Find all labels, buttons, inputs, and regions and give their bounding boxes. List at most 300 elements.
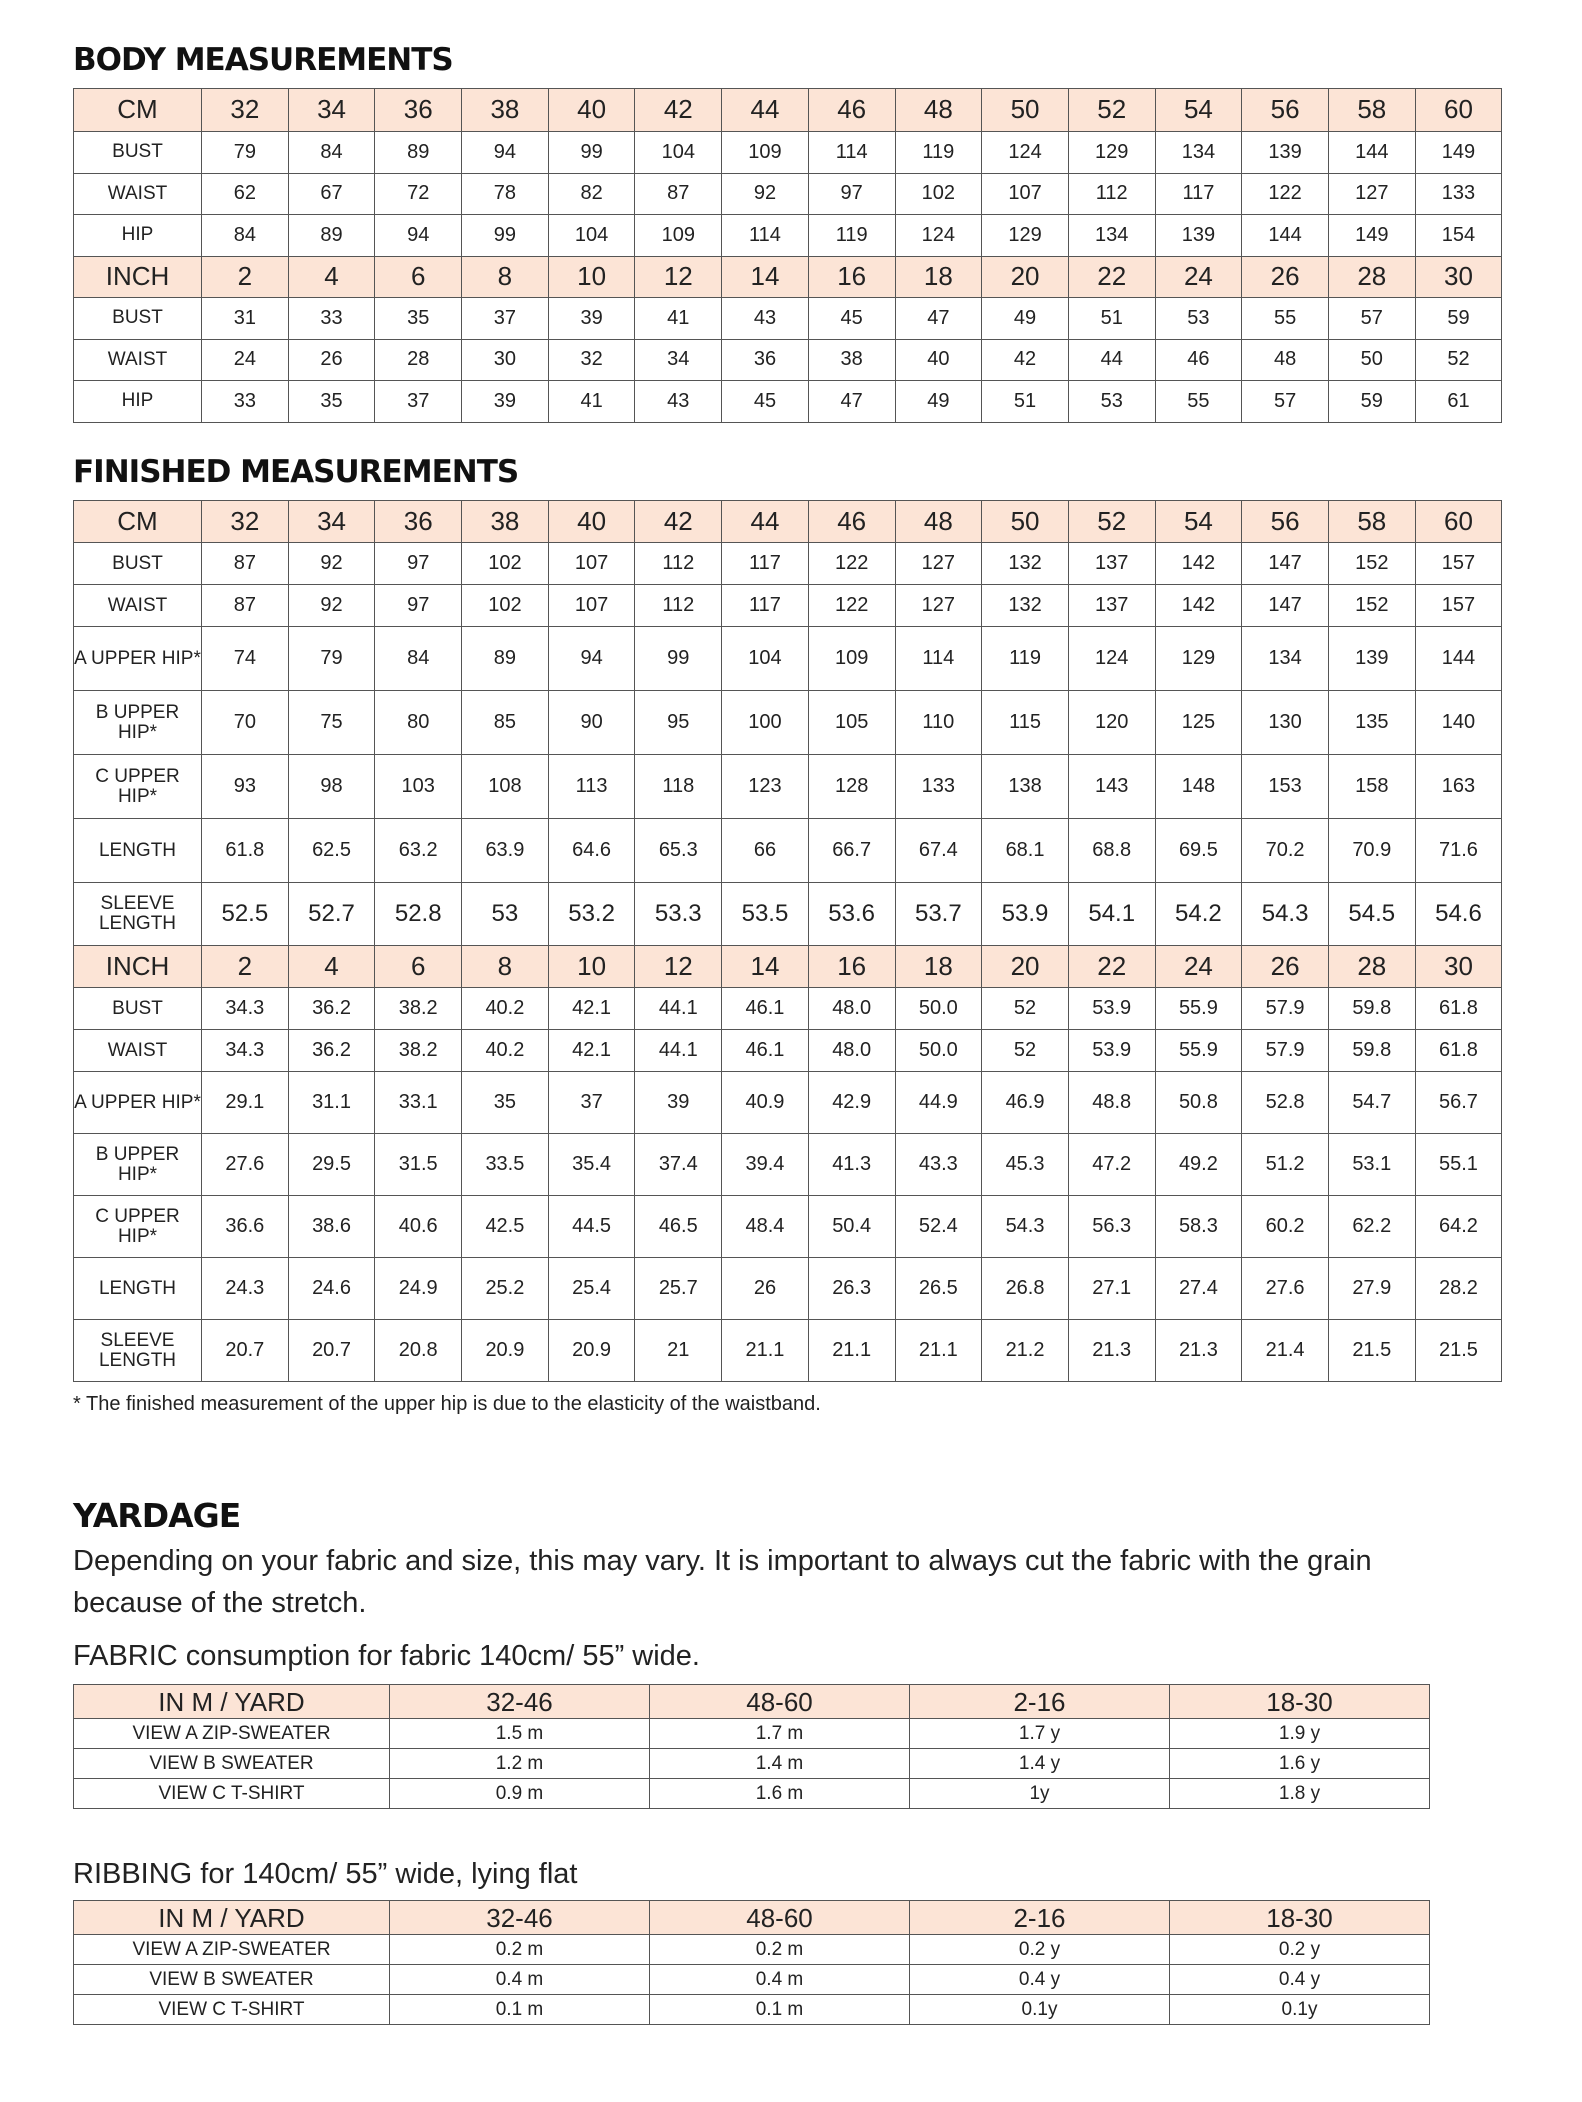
amount-cell: 1.4 m <box>650 1749 910 1779</box>
value-cell: 35 <box>288 381 375 423</box>
value-cell: 53 <box>1068 381 1155 423</box>
amount-cell: 0.2 y <box>1170 1935 1430 1965</box>
measurement-row <box>74 755 1502 819</box>
value-cell: 82 <box>548 173 635 215</box>
value-cell: 55.1 <box>1415 1134 1502 1196</box>
value-cell: 114 <box>722 215 809 257</box>
size-cell: 32 <box>202 501 289 543</box>
value-cell: 137 <box>1068 585 1155 627</box>
value-cell: 129 <box>1155 627 1242 691</box>
value-cell: 147 <box>1242 543 1329 585</box>
value-cell: 39.4 <box>722 1134 809 1196</box>
value-cell: 21.3 <box>1068 1320 1155 1382</box>
value-cell: 54.3 <box>1242 883 1329 946</box>
fabric-consumption-title: FABRIC consumption for fabric 140cm/ 55” wide. <box>73 1640 700 1672</box>
size-cell: 4 <box>288 256 375 298</box>
value-cell: 124 <box>1068 627 1155 691</box>
size-cell: 52 <box>1068 89 1155 132</box>
value-cell: 52 <box>982 988 1069 1030</box>
value-cell: 20.9 <box>548 1320 635 1382</box>
row-label: B UPPER HIP* <box>74 691 202 755</box>
size-cell: 8 <box>462 256 549 298</box>
amount-cell: 0.2 m <box>650 1935 910 1965</box>
value-cell: 122 <box>1242 173 1329 215</box>
size-header-row <box>74 501 1502 543</box>
size-cell: 12 <box>635 256 722 298</box>
size-cell: 46 <box>808 89 895 132</box>
value-cell: 40.9 <box>722 1072 809 1134</box>
amount-cell: 0.1 m <box>390 1995 650 2025</box>
value-cell: 53.5 <box>722 883 809 946</box>
value-cell: 49 <box>982 298 1069 340</box>
value-cell: 26.5 <box>895 1258 982 1320</box>
value-cell: 97 <box>808 173 895 215</box>
value-cell: 114 <box>895 627 982 691</box>
amount-cell: 0.2 m <box>390 1935 650 1965</box>
size-cell: 30 <box>1415 256 1502 298</box>
value-cell: 26.3 <box>808 1258 895 1320</box>
value-cell: 44.9 <box>895 1072 982 1134</box>
row-label: BUST <box>74 988 202 1030</box>
amount-cell: 1.2 m <box>390 1749 650 1779</box>
value-cell: 42.9 <box>808 1072 895 1134</box>
value-cell: 87 <box>635 173 722 215</box>
value-cell: 21.5 <box>1415 1320 1502 1382</box>
value-cell: 108 <box>462 755 549 819</box>
value-cell: 52.4 <box>895 1196 982 1258</box>
unit-label: INCH <box>74 946 202 988</box>
value-cell: 60.2 <box>1242 1196 1329 1258</box>
value-cell: 85 <box>462 691 549 755</box>
row-label: SLEEVE LENGTH <box>74 883 202 946</box>
value-cell: 25.2 <box>462 1258 549 1320</box>
value-cell: 46.1 <box>722 988 809 1030</box>
value-cell: 34 <box>635 339 722 381</box>
value-cell: 102 <box>462 585 549 627</box>
value-cell: 21.1 <box>808 1320 895 1382</box>
size-cell: 2 <box>202 946 289 988</box>
amount-cell: 0.2 y <box>910 1935 1170 1965</box>
value-cell: 26 <box>722 1258 809 1320</box>
value-cell: 59.8 <box>1328 1030 1415 1072</box>
value-cell: 28 <box>375 339 462 381</box>
size-header-row <box>74 946 1502 988</box>
upper-hip-footnote: * The finished measurement of the upper hip is due to the elasticity of the waistband. <box>73 1393 821 1415</box>
yardage-header-row <box>74 1901 1430 1935</box>
measurement-row <box>74 173 1502 215</box>
row-label: WAIST <box>74 1030 202 1072</box>
value-cell: 79 <box>202 132 289 174</box>
value-cell: 59 <box>1328 381 1415 423</box>
value-cell: 70.2 <box>1242 819 1329 883</box>
value-cell: 78 <box>462 173 549 215</box>
value-cell: 57 <box>1242 381 1329 423</box>
value-cell: 45 <box>722 381 809 423</box>
measurement-row <box>74 819 1502 883</box>
value-cell: 125 <box>1155 691 1242 755</box>
value-cell: 51 <box>982 381 1069 423</box>
row-label: LENGTH <box>74 1258 202 1320</box>
size-cell: 54 <box>1155 501 1242 543</box>
value-cell: 157 <box>1415 585 1502 627</box>
value-cell: 44.1 <box>635 988 722 1030</box>
value-cell: 24.9 <box>375 1258 462 1320</box>
amount-cell: 0.1 m <box>650 1995 910 2025</box>
value-cell: 113 <box>548 755 635 819</box>
value-cell: 27.6 <box>202 1134 289 1196</box>
value-cell: 130 <box>1242 691 1329 755</box>
body-measurements-table <box>73 88 1502 423</box>
row-label: WAIST <box>74 585 202 627</box>
unit-label: CM <box>74 501 202 543</box>
value-cell: 59.8 <box>1328 988 1415 1030</box>
value-cell: 31 <box>202 298 289 340</box>
value-cell: 157 <box>1415 543 1502 585</box>
value-cell: 53.9 <box>1068 988 1155 1030</box>
value-cell: 139 <box>1155 215 1242 257</box>
value-cell: 42 <box>982 339 1069 381</box>
value-cell: 137 <box>1068 543 1155 585</box>
value-cell: 25.7 <box>635 1258 722 1320</box>
row-label: B UPPER HIP* <box>74 1134 202 1196</box>
value-cell: 35 <box>462 1072 549 1134</box>
size-cell: 30 <box>1415 946 1502 988</box>
value-cell: 140 <box>1415 691 1502 755</box>
value-cell: 32 <box>548 339 635 381</box>
amount-cell: 1y <box>910 1779 1170 1809</box>
value-cell: 105 <box>808 691 895 755</box>
value-cell: 95 <box>635 691 722 755</box>
amount-cell: 0.1y <box>910 1995 1170 2025</box>
yardage-header-row <box>74 1685 1430 1719</box>
measurement-row <box>74 298 1502 340</box>
amount-cell: 1.5 m <box>390 1719 650 1749</box>
value-cell: 70 <box>202 691 289 755</box>
value-cell: 48.4 <box>722 1196 809 1258</box>
value-cell: 21 <box>635 1320 722 1382</box>
value-cell: 49 <box>895 381 982 423</box>
value-cell: 75 <box>288 691 375 755</box>
value-cell: 80 <box>375 691 462 755</box>
value-cell: 20.7 <box>202 1320 289 1382</box>
amount-cell: 0.4 m <box>650 1965 910 1995</box>
value-cell: 21.4 <box>1242 1320 1329 1382</box>
value-cell: 21.5 <box>1328 1320 1415 1382</box>
value-cell: 61.8 <box>202 819 289 883</box>
row-label: LENGTH <box>74 819 202 883</box>
size-range-cell: 2-16 <box>910 1901 1170 1935</box>
value-cell: 50.8 <box>1155 1072 1242 1134</box>
measurement-row <box>74 585 1502 627</box>
value-cell: 46 <box>1155 339 1242 381</box>
value-cell: 118 <box>635 755 722 819</box>
row-label: BUST <box>74 298 202 340</box>
value-cell: 68.8 <box>1068 819 1155 883</box>
size-cell: 56 <box>1242 501 1329 543</box>
value-cell: 144 <box>1328 132 1415 174</box>
size-cell: 10 <box>548 256 635 298</box>
yardage-row <box>74 1935 1430 1965</box>
value-cell: 38 <box>808 339 895 381</box>
size-cell: 60 <box>1415 501 1502 543</box>
value-cell: 47.2 <box>1068 1134 1155 1196</box>
value-cell: 53.9 <box>982 883 1069 946</box>
value-cell: 50.0 <box>895 988 982 1030</box>
size-cell: 44 <box>722 501 809 543</box>
finished-measurements-title: FINISHED MEASUREMENTS <box>73 454 519 490</box>
value-cell: 40.2 <box>462 988 549 1030</box>
value-cell: 122 <box>808 543 895 585</box>
unit-label: CM <box>74 89 202 132</box>
value-cell: 49.2 <box>1155 1134 1242 1196</box>
value-cell: 27.9 <box>1328 1258 1415 1320</box>
fabric-consumption-table <box>73 1684 1430 1809</box>
value-cell: 50 <box>1328 339 1415 381</box>
value-cell: 25.4 <box>548 1258 635 1320</box>
value-cell: 36.6 <box>202 1196 289 1258</box>
value-cell: 154 <box>1415 215 1502 257</box>
value-cell: 20.8 <box>375 1320 462 1382</box>
value-cell: 47 <box>895 298 982 340</box>
size-cell: 14 <box>722 256 809 298</box>
value-cell: 65.3 <box>635 819 722 883</box>
value-cell: 148 <box>1155 755 1242 819</box>
value-cell: 67.4 <box>895 819 982 883</box>
size-cell: 44 <box>722 89 809 132</box>
value-cell: 119 <box>982 627 1069 691</box>
measurement-row <box>74 1196 1502 1258</box>
amount-cell: 1.9 y <box>1170 1719 1430 1749</box>
value-cell: 61 <box>1415 381 1502 423</box>
value-cell: 52.8 <box>1242 1072 1329 1134</box>
value-cell: 99 <box>462 215 549 257</box>
size-cell: 20 <box>982 256 1069 298</box>
value-cell: 48.0 <box>808 988 895 1030</box>
value-cell: 119 <box>895 132 982 174</box>
value-cell: 69.5 <box>1155 819 1242 883</box>
value-cell: 163 <box>1415 755 1502 819</box>
value-cell: 37.4 <box>635 1134 722 1196</box>
size-cell: 38 <box>462 89 549 132</box>
value-cell: 129 <box>1068 132 1155 174</box>
value-cell: 20.7 <box>288 1320 375 1382</box>
value-cell: 57.9 <box>1242 988 1329 1030</box>
value-cell: 144 <box>1415 627 1502 691</box>
size-range-cell: 48-60 <box>650 1685 910 1719</box>
value-cell: 84 <box>375 627 462 691</box>
value-cell: 93 <box>202 755 289 819</box>
value-cell: 134 <box>1242 627 1329 691</box>
size-cell: 4 <box>288 946 375 988</box>
value-cell: 52 <box>982 1030 1069 1072</box>
value-cell: 28.2 <box>1415 1258 1502 1320</box>
value-cell: 27.6 <box>1242 1258 1329 1320</box>
row-label: A UPPER HIP* <box>74 627 202 691</box>
value-cell: 138 <box>982 755 1069 819</box>
value-cell: 37 <box>375 381 462 423</box>
value-cell: 92 <box>288 543 375 585</box>
value-cell: 124 <box>895 215 982 257</box>
value-cell: 97 <box>375 585 462 627</box>
value-cell: 52.5 <box>202 883 289 946</box>
size-cell: 36 <box>375 89 462 132</box>
value-cell: 33 <box>288 298 375 340</box>
size-cell: 52 <box>1068 501 1155 543</box>
size-cell: 6 <box>375 946 462 988</box>
value-cell: 117 <box>1155 173 1242 215</box>
value-cell: 152 <box>1328 585 1415 627</box>
value-cell: 57 <box>1328 298 1415 340</box>
value-cell: 61.8 <box>1415 988 1502 1030</box>
value-cell: 66 <box>722 819 809 883</box>
measurement-row <box>74 691 1502 755</box>
value-cell: 122 <box>808 585 895 627</box>
size-cell: 54 <box>1155 89 1242 132</box>
row-label: BUST <box>74 543 202 585</box>
value-cell: 110 <box>895 691 982 755</box>
amount-cell: 0.4 y <box>1170 1965 1430 1995</box>
unit-label: IN M / YARD <box>74 1901 390 1935</box>
value-cell: 62.2 <box>1328 1196 1415 1258</box>
value-cell: 31.5 <box>375 1134 462 1196</box>
value-cell: 87 <box>202 543 289 585</box>
value-cell: 89 <box>462 627 549 691</box>
value-cell: 127 <box>1328 173 1415 215</box>
value-cell: 152 <box>1328 543 1415 585</box>
measurement-row <box>74 132 1502 174</box>
measurement-row <box>74 339 1502 381</box>
measurement-row <box>74 1030 1502 1072</box>
amount-cell: 1.4 y <box>910 1749 1170 1779</box>
size-cell: 28 <box>1328 256 1415 298</box>
value-cell: 54.7 <box>1328 1072 1415 1134</box>
value-cell: 21.2 <box>982 1320 1069 1382</box>
yardage-title: YARDAGE <box>73 1496 241 1535</box>
value-cell: 26.8 <box>982 1258 1069 1320</box>
value-cell: 112 <box>635 543 722 585</box>
measurement-row <box>74 1258 1502 1320</box>
size-cell: 32 <box>202 89 289 132</box>
value-cell: 50.0 <box>895 1030 982 1072</box>
value-cell: 40.6 <box>375 1196 462 1258</box>
size-cell: 42 <box>635 501 722 543</box>
amount-cell: 0.1y <box>1170 1995 1430 2025</box>
row-label: C UPPER HIP* <box>74 755 202 819</box>
row-label: HIP <box>74 215 202 257</box>
size-cell: 58 <box>1328 89 1415 132</box>
value-cell: 55.9 <box>1155 1030 1242 1072</box>
value-cell: 132 <box>982 585 1069 627</box>
value-cell: 43.3 <box>895 1134 982 1196</box>
value-cell: 33.5 <box>462 1134 549 1196</box>
size-cell: 12 <box>635 946 722 988</box>
row-label: WAIST <box>74 173 202 215</box>
value-cell: 33 <box>202 381 289 423</box>
size-range-cell: 18-30 <box>1170 1901 1430 1935</box>
yardage-row <box>74 1719 1430 1749</box>
value-cell: 26 <box>288 339 375 381</box>
amount-cell: 0.4 y <box>910 1965 1170 1995</box>
view-label: VIEW A ZIP-SWEATER <box>74 1719 390 1749</box>
value-cell: 38.2 <box>375 988 462 1030</box>
value-cell: 50.4 <box>808 1196 895 1258</box>
value-cell: 33.1 <box>375 1072 462 1134</box>
value-cell: 158 <box>1328 755 1415 819</box>
value-cell: 29.5 <box>288 1134 375 1196</box>
size-range-cell: 2-16 <box>910 1685 1170 1719</box>
value-cell: 117 <box>722 585 809 627</box>
value-cell: 67 <box>288 173 375 215</box>
size-cell: 22 <box>1068 946 1155 988</box>
value-cell: 44.1 <box>635 1030 722 1072</box>
size-cell: 24 <box>1155 256 1242 298</box>
value-cell: 51.2 <box>1242 1134 1329 1196</box>
value-cell: 102 <box>462 543 549 585</box>
value-cell: 45.3 <box>982 1134 1069 1196</box>
value-cell: 133 <box>1415 173 1502 215</box>
view-label: VIEW B SWEATER <box>74 1749 390 1779</box>
value-cell: 109 <box>635 215 722 257</box>
value-cell: 104 <box>722 627 809 691</box>
value-cell: 94 <box>375 215 462 257</box>
value-cell: 53 <box>1155 298 1242 340</box>
value-cell: 53.7 <box>895 883 982 946</box>
measurement-row <box>74 883 1502 946</box>
value-cell: 149 <box>1328 215 1415 257</box>
size-cell: 2 <box>202 256 289 298</box>
size-cell: 26 <box>1242 256 1329 298</box>
unit-label: IN M / YARD <box>74 1685 390 1719</box>
value-cell: 84 <box>202 215 289 257</box>
value-cell: 98 <box>288 755 375 819</box>
value-cell: 42.1 <box>548 988 635 1030</box>
finished-measurements-table <box>73 500 1502 1382</box>
value-cell: 104 <box>635 132 722 174</box>
value-cell: 128 <box>808 755 895 819</box>
value-cell: 109 <box>722 132 809 174</box>
value-cell: 24.3 <box>202 1258 289 1320</box>
value-cell: 30 <box>462 339 549 381</box>
view-label: VIEW A ZIP-SWEATER <box>74 1935 390 1965</box>
value-cell: 43 <box>722 298 809 340</box>
value-cell: 107 <box>982 173 1069 215</box>
value-cell: 135 <box>1328 691 1415 755</box>
value-cell: 124 <box>982 132 1069 174</box>
value-cell: 74 <box>202 627 289 691</box>
value-cell: 107 <box>548 543 635 585</box>
value-cell: 114 <box>808 132 895 174</box>
value-cell: 36.2 <box>288 988 375 1030</box>
value-cell: 84 <box>288 132 375 174</box>
value-cell: 46.1 <box>722 1030 809 1072</box>
size-cell: 46 <box>808 501 895 543</box>
value-cell: 70.9 <box>1328 819 1415 883</box>
value-cell: 55 <box>1155 381 1242 423</box>
size-cell: 40 <box>548 501 635 543</box>
view-label: VIEW B SWEATER <box>74 1965 390 1995</box>
value-cell: 55 <box>1242 298 1329 340</box>
size-cell: 58 <box>1328 501 1415 543</box>
value-cell: 47 <box>808 381 895 423</box>
value-cell: 63.9 <box>462 819 549 883</box>
value-cell: 134 <box>1155 132 1242 174</box>
value-cell: 31.1 <box>288 1072 375 1134</box>
size-cell: 48 <box>895 89 982 132</box>
amount-cell: 1.6 m <box>650 1779 910 1809</box>
value-cell: 24 <box>202 339 289 381</box>
measurement-row <box>74 988 1502 1030</box>
value-cell: 127 <box>895 585 982 627</box>
